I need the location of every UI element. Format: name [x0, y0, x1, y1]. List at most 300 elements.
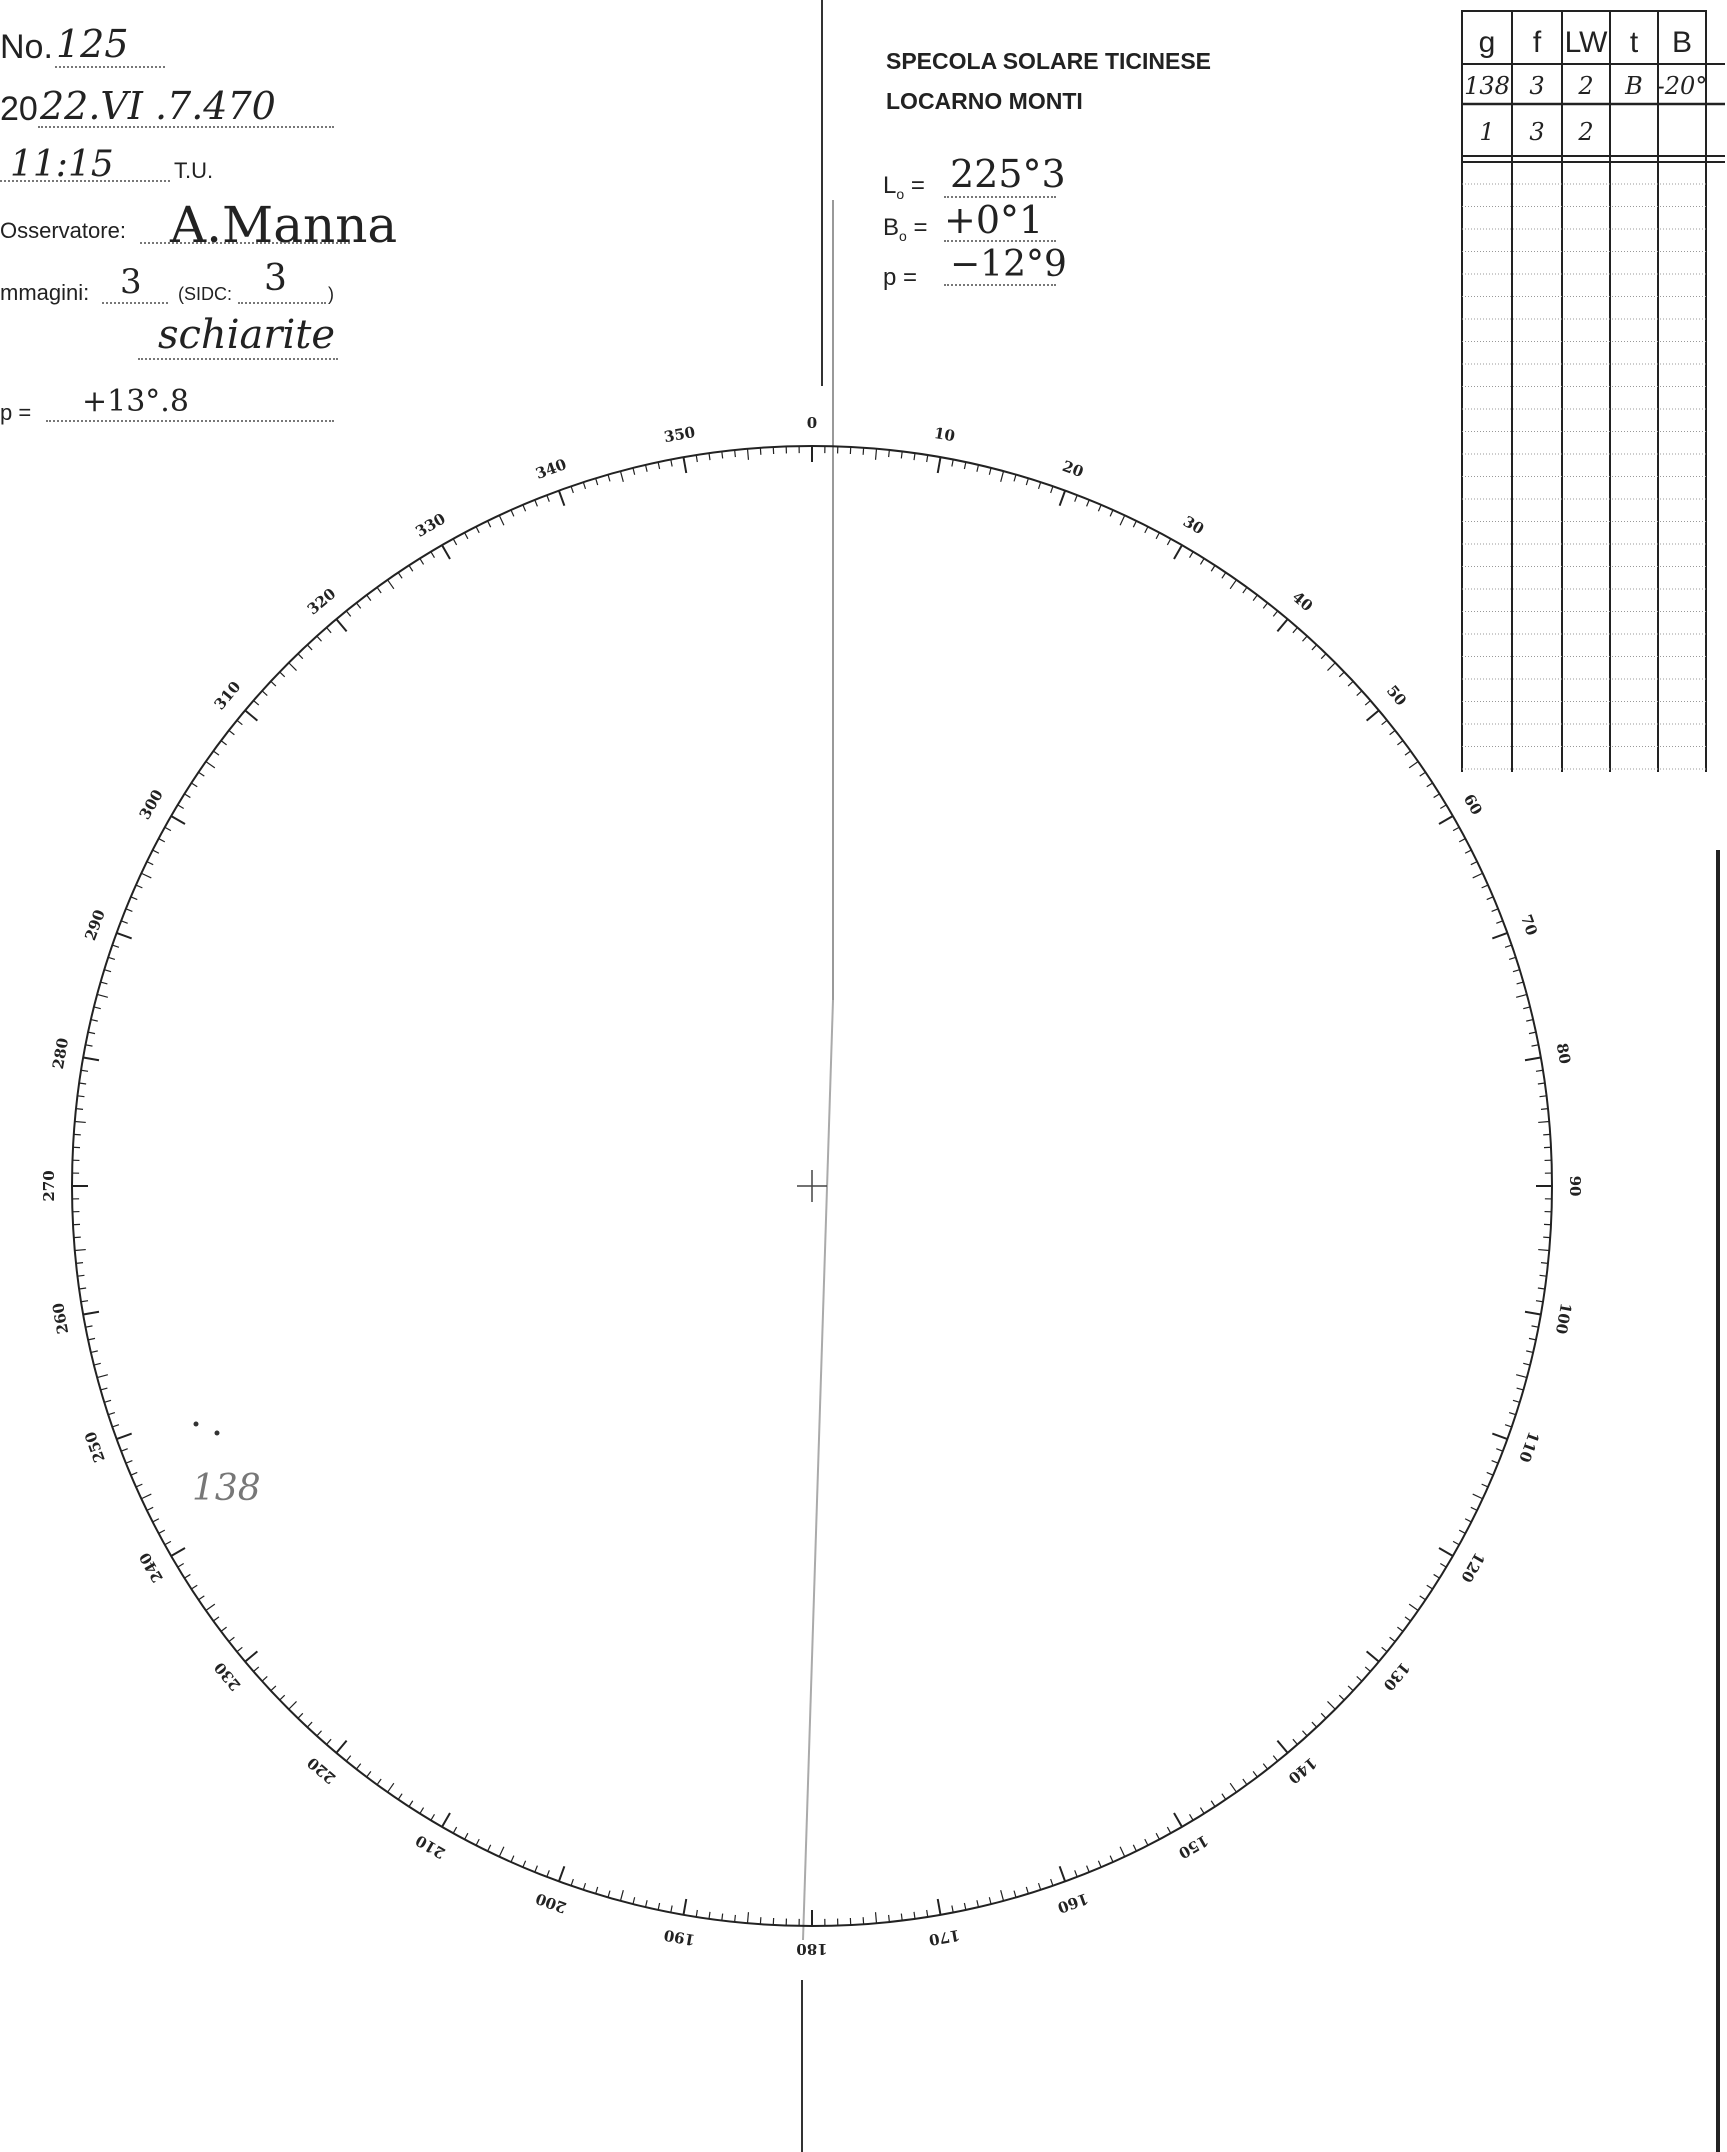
scale-label-260: 260 — [49, 1301, 73, 1336]
conditions-value: schiarite — [158, 312, 335, 358]
scale-tick — [165, 1541, 171, 1544]
scale-tick — [1492, 1434, 1507, 1439]
scale-tick — [1026, 1887, 1028, 1894]
scale-tick — [1526, 1351, 1533, 1353]
scale-tick — [1026, 478, 1028, 485]
scale-tick — [952, 460, 953, 467]
scale-tick — [121, 1449, 128, 1452]
scale-tick — [206, 762, 215, 768]
date-value: 22.VI .7.470 — [40, 84, 276, 128]
scale-tick — [709, 453, 710, 460]
scale-tick — [535, 1866, 538, 1872]
scale-tick — [735, 1915, 736, 1922]
scale-tick — [722, 452, 723, 459]
scale-tick — [221, 741, 227, 745]
scale-tick — [121, 921, 128, 924]
scale-tick — [1230, 580, 1236, 589]
scale-tick — [1536, 1301, 1543, 1302]
images-label: mmagini: — [0, 280, 90, 305]
scale-tick — [511, 1856, 514, 1862]
scale-tick — [1538, 1122, 1549, 1123]
scale-tick — [254, 701, 259, 706]
scale-tick — [442, 1813, 450, 1827]
scale-tick — [938, 1899, 941, 1915]
scale-tick — [153, 1519, 159, 1522]
scale-tick — [1014, 475, 1016, 482]
scale-tick — [571, 486, 573, 493]
scale-label-0: 0 — [806, 414, 818, 432]
scale-tick — [178, 1564, 184, 1568]
scale-tick — [254, 1667, 259, 1672]
scale-tick — [1039, 482, 1041, 489]
scale-tick — [889, 450, 890, 457]
scale-tick — [646, 1900, 648, 1907]
scale-tick — [1222, 1794, 1226, 1800]
scale-tick — [1357, 1676, 1362, 1681]
b0-label: $B_o$ = — [883, 214, 928, 244]
scale-tick — [633, 468, 635, 475]
scale-label-350: 350 — [662, 423, 697, 447]
scale-tick — [1529, 1032, 1536, 1033]
scale-tick — [1541, 1109, 1548, 1110]
sunspot-dot — [194, 1422, 199, 1427]
number-label: No. — [0, 28, 53, 66]
scale-label-290: 290 — [81, 907, 109, 943]
scale-tick — [388, 580, 394, 589]
scale-tick — [465, 1833, 468, 1839]
scale-tick — [748, 1912, 749, 1923]
scale-tick — [671, 460, 672, 467]
scale-tick — [1263, 1764, 1267, 1770]
scale-label-130: 130 — [1379, 1658, 1414, 1695]
scale-tick — [1536, 1070, 1543, 1071]
scale-tick — [280, 1695, 285, 1700]
scale-tick — [101, 982, 108, 984]
scale-label-280: 280 — [49, 1036, 73, 1071]
scale-tick — [583, 482, 585, 489]
scale-tick — [1487, 1472, 1493, 1475]
scale-tick — [1541, 1263, 1548, 1264]
scale-tick — [108, 957, 115, 959]
scale-tick — [1420, 772, 1426, 776]
scale-tick — [126, 909, 132, 912]
scale-tick — [1496, 921, 1503, 924]
scale-tick — [388, 1783, 394, 1792]
scale-tick — [431, 1814, 435, 1820]
scale-tick — [1471, 1507, 1477, 1510]
scale-tick — [1397, 741, 1403, 745]
scale-tick — [327, 1739, 332, 1744]
scale-tick — [684, 1899, 687, 1915]
l0-label: $L_o$ = — [883, 172, 925, 202]
scale-tick — [596, 478, 598, 485]
scale-tick — [171, 1548, 185, 1556]
scale-tick — [1087, 1866, 1090, 1872]
scale-tick — [91, 1020, 98, 1022]
scale-tick — [1440, 1564, 1446, 1568]
scale-tick — [523, 1861, 526, 1867]
scale-tick — [1145, 527, 1148, 533]
sidc-close: ) — [328, 284, 334, 304]
table-header-f: f — [1532, 26, 1542, 59]
scale-tick — [237, 720, 242, 724]
scale-tick — [1327, 663, 1335, 671]
scale-tick — [356, 1764, 360, 1770]
scale-tick — [1302, 1731, 1307, 1736]
scale-tick — [559, 491, 564, 506]
scale-tick — [1540, 1096, 1547, 1097]
scale-tick — [1529, 1338, 1536, 1339]
scale-tick — [1405, 1617, 1411, 1621]
scale-tick — [117, 1434, 132, 1439]
scale-tick — [1427, 783, 1433, 787]
scale-tick — [1473, 873, 1483, 878]
scale-tick — [1390, 1637, 1396, 1641]
scale-tick — [159, 839, 165, 842]
scale-label-220: 220 — [303, 1753, 340, 1788]
scale-tick — [104, 1400, 111, 1402]
scale-tick — [420, 558, 424, 564]
table-cell: 3 — [1529, 72, 1545, 100]
scale-tick — [112, 1425, 119, 1427]
scale-tick — [952, 1906, 953, 1913]
scale-tick — [136, 885, 142, 888]
date-prefix: 20 — [0, 90, 38, 128]
scale-tick — [184, 1574, 190, 1578]
scale-tick — [317, 636, 322, 641]
scale-tick — [91, 1351, 98, 1353]
p-label: p = — [0, 400, 32, 425]
scale-tick — [453, 1827, 456, 1833]
scale-tick — [245, 1651, 257, 1661]
scale-tick — [1434, 1574, 1440, 1578]
sidc-value: 3 — [264, 258, 287, 299]
scale-tick — [735, 450, 736, 457]
scale-tick — [1367, 710, 1379, 720]
scale-tick — [141, 1494, 151, 1499]
scale-tick — [1327, 1701, 1335, 1709]
scale-label-180: 180 — [796, 1940, 828, 1958]
scale-tick — [1039, 1883, 1041, 1890]
scale-tick — [876, 449, 877, 460]
scale-tick — [1465, 850, 1471, 853]
scale-tick — [1513, 970, 1520, 972]
scale-tick — [901, 1914, 902, 1921]
scale-tick — [131, 897, 137, 900]
scale-tick — [1496, 1449, 1503, 1452]
sidc-label: (SIDC: — [178, 284, 232, 304]
scale-tick — [1420, 1596, 1426, 1600]
scale-tick — [1253, 595, 1257, 601]
scale-tick — [307, 1722, 312, 1727]
scale-tick — [1348, 681, 1353, 686]
scale-tick — [1538, 1083, 1545, 1084]
scale-tick — [684, 457, 687, 473]
scale-tick — [596, 1887, 598, 1894]
table-cell: 2 — [1578, 118, 1594, 146]
scale-tick — [488, 521, 491, 527]
scale-tick — [83, 1312, 99, 1315]
scale-label-100: 100 — [1551, 1301, 1575, 1336]
scale-label-320: 320 — [303, 584, 340, 619]
scale-label-160: 160 — [1055, 1889, 1091, 1917]
scale-tick — [83, 1058, 99, 1061]
scale-tick — [1365, 1667, 1370, 1672]
scale-tick — [213, 751, 219, 755]
scale-tick — [1200, 558, 1204, 564]
scale-label-230: 230 — [210, 1658, 245, 1695]
scale-tick — [989, 1897, 991, 1904]
scale-label-70: 70 — [1516, 912, 1542, 938]
scale-tick — [1339, 672, 1344, 677]
observatory-name: SPECOLA SOLARE TICINESE — [886, 48, 1212, 74]
scale-tick — [964, 462, 965, 469]
scale-tick — [1532, 1326, 1539, 1327]
scale-tick — [78, 1275, 85, 1276]
scale-tick — [1348, 1686, 1353, 1691]
time-value: 11:15 — [10, 144, 114, 185]
scale-tick — [1120, 1847, 1125, 1857]
scale-tick — [1302, 636, 1307, 641]
scale-tick — [88, 1032, 95, 1033]
scale-tick — [237, 1647, 242, 1651]
scale-tick — [1492, 933, 1507, 938]
scale-tick — [977, 1900, 979, 1907]
scale-tick — [671, 1906, 672, 1913]
b0-value: +0°1 — [944, 198, 1044, 242]
scale-label-140: 140 — [1284, 1753, 1321, 1788]
scale-tick — [94, 1007, 101, 1009]
scale-tick — [367, 1771, 371, 1777]
table-cell: B — [1625, 72, 1643, 100]
scale-tick — [1538, 1288, 1545, 1289]
scale-tick — [1505, 945, 1512, 947]
scale-tick — [367, 595, 371, 601]
scale-tick — [336, 1741, 346, 1753]
scale-tick — [327, 628, 332, 633]
scale-tick — [901, 452, 902, 459]
scale-tick — [1487, 897, 1493, 900]
scale-tick — [1098, 505, 1101, 511]
scale-tick — [1253, 1771, 1257, 1777]
scale-label-250: 250 — [81, 1429, 109, 1465]
scale-tick — [547, 1870, 550, 1877]
scale-tick — [620, 471, 623, 482]
p-eph-label: p = — [883, 264, 918, 291]
scale-label-270: 270 — [40, 1170, 58, 1202]
sunspot-dot — [215, 1431, 220, 1436]
scale-tick — [79, 1288, 86, 1289]
scale-tick — [377, 587, 381, 593]
scale-tick — [1273, 611, 1277, 616]
scale-tick — [1321, 1713, 1326, 1718]
scale-tick — [81, 1301, 88, 1302]
scale-tick — [608, 475, 610, 482]
scale-tick — [938, 457, 941, 473]
scale-tick — [722, 1914, 723, 1921]
table-header-t: t — [1629, 26, 1639, 59]
group-label-138: 138 — [192, 1468, 261, 1509]
scale-tick — [1482, 1484, 1488, 1487]
scale-tick — [1133, 521, 1136, 527]
scale-tick — [1367, 1651, 1379, 1661]
table-cell: 1 — [1479, 118, 1495, 146]
scale-tick — [1453, 1541, 1459, 1544]
table-header-b: B — [1671, 26, 1693, 59]
scale-tick — [245, 710, 257, 720]
scale-tick — [1509, 957, 1516, 959]
scale-tick — [1087, 500, 1090, 506]
scale-tick — [927, 1910, 928, 1917]
scale-label-20: 20 — [1060, 456, 1086, 482]
scale-tick — [1230, 1783, 1236, 1792]
scale-label-310: 310 — [210, 677, 245, 714]
scale-tick — [1263, 603, 1267, 609]
scale-tick — [298, 654, 303, 659]
scale-tick — [136, 1484, 142, 1487]
scale-tick — [559, 1866, 564, 1881]
scale-tick — [398, 1794, 402, 1800]
scale-tick — [86, 1045, 93, 1046]
scale-label-190: 190 — [662, 1925, 697, 1949]
scale-tick — [1133, 1845, 1136, 1851]
scale-tick — [1098, 1861, 1101, 1867]
scale-tick — [271, 1686, 276, 1691]
scale-tick — [1174, 545, 1182, 559]
scale-tick — [289, 663, 297, 671]
scale-tick — [1492, 909, 1498, 912]
scale-tick — [1505, 1425, 1512, 1427]
scale-tick — [927, 455, 928, 462]
scale-tick — [1211, 1801, 1215, 1807]
scale-tick — [977, 465, 979, 472]
scale-tick — [535, 500, 538, 506]
scale-tick — [1365, 701, 1370, 706]
scale-tick — [1492, 1461, 1498, 1464]
scale-tick — [131, 1472, 137, 1475]
scale-tick — [147, 1507, 153, 1510]
scale-tick — [97, 994, 108, 997]
scale-tick — [476, 527, 479, 533]
scale-label-300: 300 — [135, 786, 167, 823]
scale-tick — [1200, 1808, 1204, 1814]
scale-tick — [1357, 691, 1362, 696]
scale-tick — [117, 933, 132, 938]
scale-tick — [511, 510, 514, 516]
scale-tick — [178, 805, 184, 809]
scale-tick — [608, 1891, 610, 1898]
scale-tick — [336, 619, 346, 631]
scale-tick — [889, 1915, 890, 1922]
scale-tick — [165, 827, 171, 830]
scale-tick — [81, 1070, 88, 1071]
scale-tick — [748, 449, 749, 460]
scale-tick — [1174, 1813, 1182, 1827]
scale-tick — [431, 552, 435, 558]
scale-tick — [1390, 730, 1396, 734]
scale-tick — [1427, 1585, 1433, 1589]
scale-tick — [1540, 1275, 1547, 1276]
scale-tick — [271, 681, 276, 686]
scale-tick — [262, 691, 267, 696]
scale-tick — [1405, 751, 1411, 755]
vertical-axis-line-lower — [803, 1000, 833, 1940]
scale-label-50: 50 — [1382, 681, 1411, 710]
scale-tick — [476, 1839, 479, 1845]
scale-tick — [191, 1585, 197, 1589]
scale-tick — [346, 611, 350, 616]
scale-tick — [229, 1637, 235, 1641]
scale-tick — [1525, 1058, 1541, 1061]
scale-tick — [184, 794, 190, 798]
scale-tick — [1277, 619, 1287, 631]
scale-tick — [280, 672, 285, 677]
scale-tick — [547, 495, 550, 502]
scale-tick — [1060, 1866, 1065, 1881]
scale-tick — [876, 1912, 877, 1923]
scale-tick — [206, 1604, 215, 1610]
scale-tick — [1525, 1312, 1541, 1315]
scale-tick — [1156, 1833, 1159, 1839]
scale-tick — [914, 453, 915, 460]
scale-tick — [696, 1910, 697, 1917]
scale-tick — [583, 1883, 585, 1890]
scale-tick — [262, 1676, 267, 1681]
table-header-g: g — [1478, 26, 1496, 59]
scale-tick — [112, 945, 119, 947]
scale-tick — [1439, 1548, 1453, 1556]
table-cell: 3 — [1529, 118, 1545, 146]
scale-tick — [1434, 794, 1440, 798]
scale-tick — [141, 873, 151, 878]
scale-tick — [171, 816, 185, 824]
scale-tick — [1526, 1020, 1533, 1022]
scale-tick — [76, 1263, 83, 1264]
scale-label-150: 150 — [1175, 1831, 1212, 1863]
scale-tick — [1167, 539, 1170, 545]
scale-tick — [1453, 827, 1459, 830]
table-cell: 138 — [1464, 72, 1510, 100]
scale-tick — [1523, 1363, 1530, 1365]
scale-tick — [1277, 1741, 1287, 1753]
l0-value: 225°3 — [950, 152, 1066, 196]
scale-tick — [465, 533, 468, 539]
scale-tick — [488, 1845, 491, 1851]
scale-label-60: 60 — [1459, 790, 1486, 819]
scale-tick — [989, 468, 991, 475]
scale-label-330: 330 — [412, 509, 449, 541]
scale-tick — [1321, 654, 1326, 659]
scale-tick — [1409, 762, 1418, 768]
scale-tick — [1051, 1879, 1053, 1886]
scale-tick — [442, 545, 450, 559]
table-header-lw: LW — [1564, 26, 1608, 59]
scale-tick — [1110, 510, 1113, 516]
scale-tick — [307, 645, 312, 650]
scale-tick — [88, 1338, 95, 1339]
scale-tick — [1532, 1045, 1539, 1046]
scale-tick — [356, 603, 360, 609]
scale-tick — [1516, 994, 1527, 997]
scale-tick — [646, 465, 648, 472]
scale-tick — [1397, 1627, 1403, 1631]
scale-tick — [1409, 1604, 1418, 1610]
p-value: +13°.8 — [82, 384, 189, 419]
scale-tick — [199, 772, 205, 776]
scale-tick — [1293, 1739, 1298, 1744]
scale-tick — [409, 1801, 413, 1807]
scale-tick — [75, 1122, 86, 1123]
